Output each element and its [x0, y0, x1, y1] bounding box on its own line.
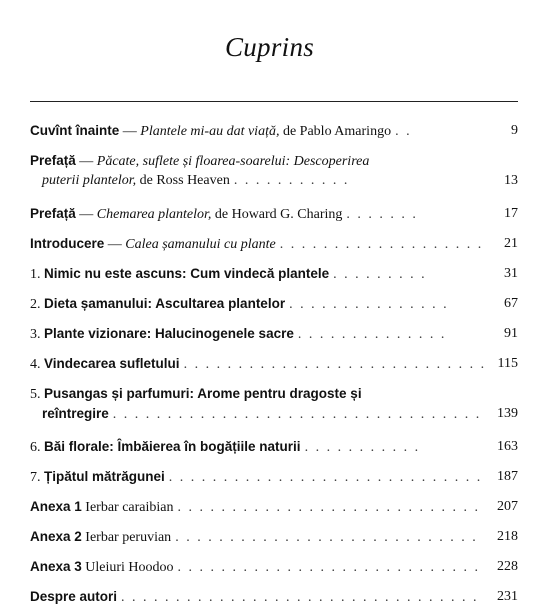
toc-page-number: 13 [504, 173, 518, 188]
toc-page-number: 231 [497, 589, 518, 604]
dot-leader: . . . . . . . . . [333, 267, 427, 282]
toc-entry [30, 375, 520, 428]
toc-entry-heading: Anexa 2 [30, 529, 82, 544]
toc-entry [30, 548, 520, 578]
toc-entry [30, 315, 520, 345]
toc-entry-subtitle: Chemarea plantelor, [96, 207, 212, 222]
toc-entry [30, 458, 520, 488]
toc-entry [30, 518, 520, 548]
toc-entry: Introducere — Calea șamanului cu plante . . . . . . . . . . . . . . . . . . . 21 [30, 236, 518, 252]
toc-entry-author: de Howard G. Charing [211, 207, 343, 222]
toc-page-number: 67 [504, 296, 518, 311]
dot-leader: . . . . . . . . . . . [304, 440, 421, 455]
toc-entry: Cuvînt înainte — Plantele mi-au dat viață, de Pablo Amaringo . . 9 [30, 123, 518, 139]
toc-entry [30, 488, 520, 518]
toc-entry-heading: Anexa 1 [30, 499, 82, 514]
toc-entry-heading: Pusangas și parfumuri: Arome pentru dragoste și [44, 386, 362, 401]
toc-page-number: 139 [497, 406, 518, 421]
toc-entry-heading: Cuvînt înainte [30, 123, 120, 138]
toc-entry-heading: Dieta șamanului: Ascultarea plantelor [44, 296, 286, 311]
toc-entry-subtitle: Calea șamanului cu plante [125, 237, 276, 252]
dot-leader: . . . . . . . . . . . . . . [297, 327, 447, 342]
toc-entry-heading: Anexa 3 [30, 559, 82, 574]
toc-entry [30, 578, 520, 608]
toc-entry-heading: Vindecarea sufletului [44, 356, 180, 371]
toc-entry-subtitle: Uleiuri Hoodoo [85, 560, 174, 575]
toc-entry [30, 285, 520, 315]
toc-page-number: 31 [504, 266, 518, 281]
toc-entry: Prefață — Păcate, suflete și floarea-soarelui: Descoperirea puterii plantelor, de Ross Heaven . . . . . . . . . . . 13 [30, 153, 518, 188]
dot-leader: . . . . . . . . . . . . . . . . . . . . . . . . . . . . . [168, 470, 483, 485]
dot-leader: . . . . . . . . . . . [233, 173, 350, 188]
dot-leader: . . . . . . . . . . . . . . . . . . . . . . . . . . . . [177, 560, 481, 575]
toc-page-number: 163 [497, 439, 518, 454]
toc-entry-subtitle: Ierbar caraibian [85, 500, 174, 515]
title-divider [30, 101, 518, 102]
table-of-contents [30, 112, 520, 608]
chapter-number: 5. [30, 387, 44, 402]
toc-entry-author: de Ross Heaven [136, 173, 230, 188]
toc-entry-heading: Băi florale: Îmbăierea în bogățiile naturii [44, 439, 301, 454]
toc-page-number: 228 [497, 559, 518, 574]
dot-leader: . . . . . . . . . . . . . . . [289, 297, 449, 312]
toc-page-number: 207 [497, 499, 518, 514]
toc-entry-author: de Pablo Amaringo [279, 124, 392, 139]
chapter-number: 7. [30, 470, 44, 485]
toc-entry-subtitle-continued: puterii plantelor, [42, 173, 137, 188]
toc-entry-heading: Introducere [30, 236, 105, 251]
page-title: Cuprins [224, 32, 315, 62]
toc-entry-heading: Țipătul mătrăgunei [44, 469, 165, 484]
dot-leader: . . . . . . . . . . . . . . . . . . . . . . . . . . . . [183, 357, 487, 372]
toc-entry [30, 345, 520, 375]
dot-leader: . . . . . . . [346, 207, 418, 222]
dot-leader: . . . . . . . . . . . . . . . . . . . [279, 237, 484, 252]
chapter-number: 2. [30, 297, 44, 312]
toc-page-number: 91 [504, 326, 518, 341]
chapter-number: 4. [30, 357, 44, 372]
toc-page-number: 115 [497, 356, 518, 371]
toc-page-number: 187 [497, 469, 518, 484]
chapter-number: 6. [30, 440, 44, 455]
toc-entry-subtitle: Ierbar peruvian [85, 530, 172, 545]
toc-entry-heading: Prefață [30, 206, 76, 221]
toc-entry-subtitle: Plantele mi-au dat viață, [140, 124, 280, 139]
chapter-number: 3. [30, 327, 44, 342]
toc-page-number: 218 [497, 529, 518, 544]
toc-entry-heading: Despre autori [30, 589, 118, 604]
toc-entry-heading-continued: reîntregire [42, 406, 109, 421]
toc-page-number: 17 [504, 206, 518, 221]
toc-entry-subtitle: Păcate, suflete și floarea-soarelui: Descoperirea [96, 154, 370, 169]
toc-page-number: 21 [504, 236, 518, 251]
toc-entry-heading: Prefață [30, 153, 76, 168]
dot-leader: . . . . . . . . . . . . . . . . . . . . . . . . . . . . [175, 530, 478, 545]
toc-entry-heading: Plante vizionare: Halucinogenele sacre [44, 326, 294, 341]
dot-leader: . . . . . . . . . . . . . . . . . . . . . . . . . . . . . . . . . [121, 590, 479, 605]
toc-entry [30, 255, 520, 285]
toc-entry-heading: Nimic nu este ascuns: Cum vindecă plantele [44, 266, 330, 281]
toc-entry [30, 428, 520, 458]
toc-page-number: 9 [511, 123, 518, 138]
dot-leader: . . [395, 124, 412, 139]
dot-leader: . . . . . . . . . . . . . . . . . . . . . . . . . . . . [177, 500, 480, 515]
chapter-number: 1. [30, 267, 44, 282]
dot-leader: . . . . . . . . . . . . . . . . . . . . . . . . . . . . . . . . . . [112, 407, 482, 422]
toc-entry: Prefață — Chemarea plantelor, de Howard G. Charing . . . . . . . 17 [30, 206, 518, 222]
